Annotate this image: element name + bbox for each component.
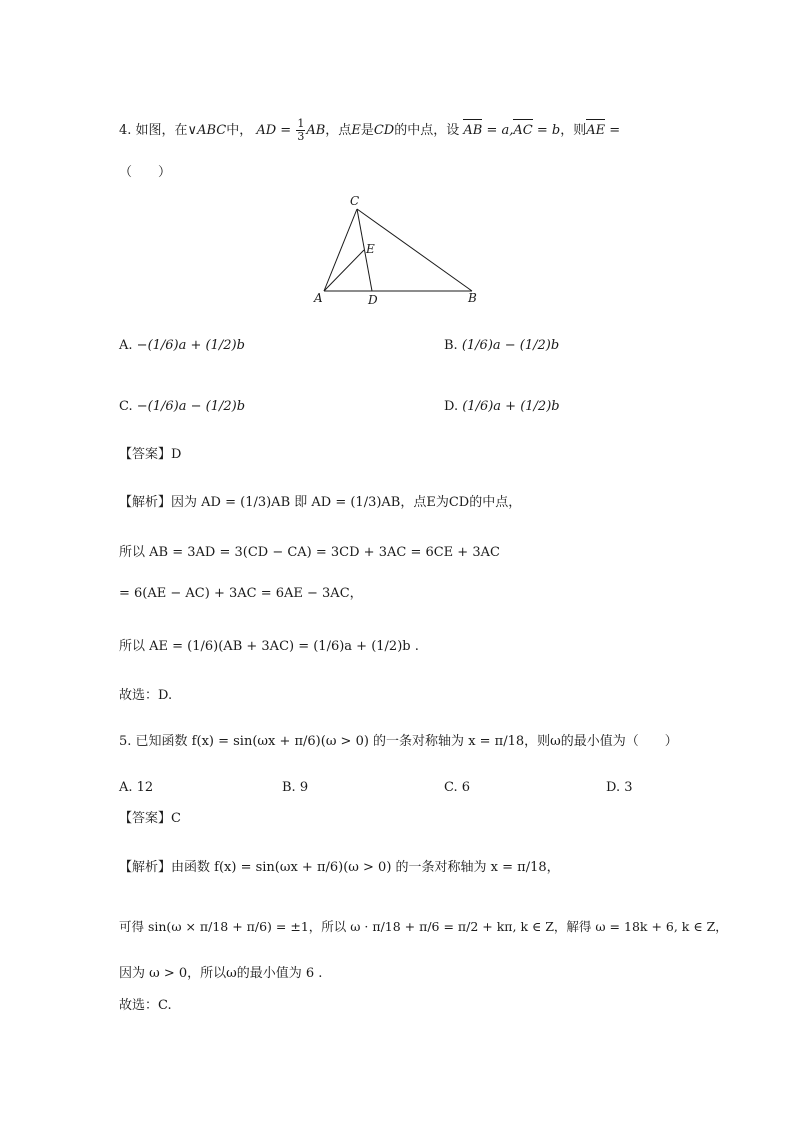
q4-analysis-2: 所以 AB = 3AD = 3(CD − CA) = 3CD + 3AC = 6CE + 3AC (119, 545, 500, 560)
q5-number: 5. (119, 734, 132, 749)
q4-analysis-1: 【解析】因为 AD = (1/3)AB 即 AD = (1/3)AB，点E为CD的中点， (119, 495, 522, 510)
label-a: A (314, 291, 323, 305)
q4-option-a[interactable]: A. −(1/6)a + (1/2)b (119, 338, 245, 353)
q5-answer: 【答案】C (119, 811, 181, 826)
q4-option-c[interactable]: C. −(1/6)a − (1/2)b (119, 399, 246, 414)
q5-option-a[interactable]: A. 12 (119, 780, 154, 795)
q4-number: 4. (119, 123, 132, 138)
q4-stem: 4. 如图，在∨ABC中， AD = $\frac{1}{3}$ AB，点E是CD的中点，设 AB = a,AC = b，则AE = (119, 117, 621, 143)
triangle-diagram (300, 190, 500, 310)
label-b: B (468, 291, 477, 305)
q4-blank: （ ） (119, 165, 172, 180)
edge-ac (324, 209, 357, 291)
q4-answer: 【答案】D (119, 447, 182, 462)
q5-option-d[interactable]: D. 3 (606, 780, 633, 795)
label-e: E (366, 242, 375, 256)
q5-analysis-1: 【解析】由函数 f(x) = sin(ωx + π/6)(ω > 0) 的一条对称轴为 x = π/18， (119, 860, 560, 875)
q5-option-c[interactable]: C. 6 (444, 780, 471, 795)
q5-analysis-3: 因为 ω > 0，所以ω的最小值为 6 . (119, 966, 323, 981)
label-d: D (368, 293, 378, 307)
edge-ae (324, 250, 364, 291)
q5-option-b[interactable]: B. 9 (282, 780, 309, 795)
q5-stem: 5. 已知函数 f(x) = sin(ωx + π/6)(ω > 0) 的一条对称轴为 x = π/18，则ω的最小值为（ ） (119, 734, 678, 749)
q4-option-b[interactable]: B. (1/6)a − (1/2)b (444, 338, 560, 353)
q4-option-d[interactable]: D. (1/6)a + (1/2)b (444, 399, 560, 414)
q5-analysis-4: 故选：C. (119, 998, 172, 1013)
q4-analysis-3: = 6(AE − AC) + 3AC = 6AE − 3AC， (119, 586, 363, 601)
q4-analysis-5: 故选：D. (119, 688, 173, 703)
q5-analysis-2: 可得 sin(ω × π/18 + π/6) = ±1，所以 ω · π/18 + π/6 = π/2 + kπ, k ∈ Z，解得 ω = 18k + 6, k ∈ Z， (119, 919, 728, 934)
q4-analysis-4: 所以 AE = (1/6)(AB + 3AC) = (1/6)a + (1/2)b . (119, 639, 419, 654)
label-c: C (350, 194, 360, 208)
